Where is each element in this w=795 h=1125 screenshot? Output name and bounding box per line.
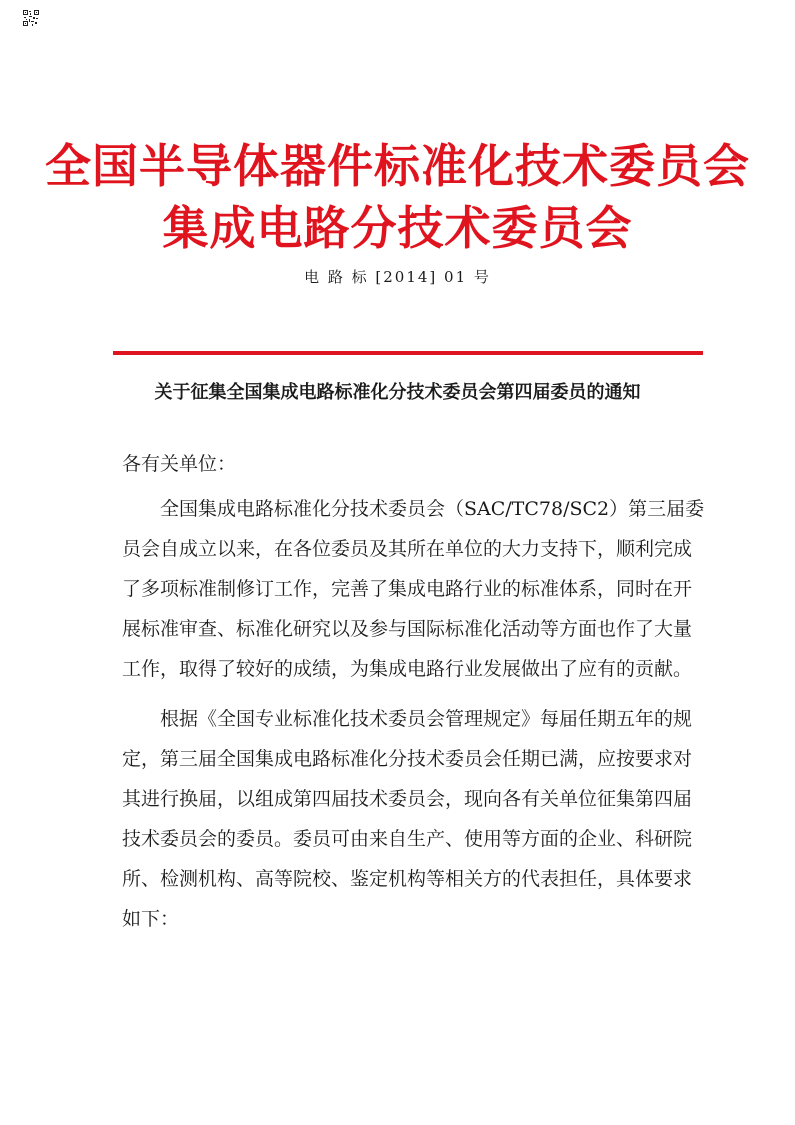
- issuing-organization-name: 全国半导体器件标准化技术委员会: [45, 139, 750, 193]
- text-line: 如下：: [122, 908, 180, 930]
- document-number: 电 路 标 [2014] 01 号: [304, 268, 491, 286]
- notice-body: [122, 489, 705, 939]
- paragraph: [122, 489, 705, 689]
- paragraph-gap: [122, 689, 682, 699]
- text-line: 所、检测机构、高等院校、鉴定机构等相关方的代表担任，具体要求: [122, 868, 693, 890]
- paragraph: [122, 699, 693, 939]
- text-line: 其进行换届，以组成第四届技术委员会，现向各有关单位征集第四届: [122, 788, 693, 810]
- text-line: 根据《全国专业标准化技术委员会管理规定》每届任期五年的规: [160, 708, 693, 730]
- text-line: 员会自成立以来，在各位委员及其所在单位的大力支持下，顺利完成: [122, 538, 693, 560]
- qr-code-icon: [23, 10, 39, 26]
- text-line: 了多项标准制修订工作，完善了集成电路行业的标准体系，同时在开: [122, 578, 693, 600]
- text-line: 技术委员会的委员。委员可由来自生产、使用等方面的企业、科研院: [122, 828, 693, 850]
- salutation: 各有关单位：: [122, 453, 237, 475]
- text-line: 工作，取得了较好的成绩，为集成电路行业发展做出了应有的贡献。: [122, 658, 693, 680]
- text-line: 展标准审查、标准化研究以及参与国际标准化活动等方面也作了大量: [122, 618, 693, 640]
- red-header-divider: [113, 351, 703, 355]
- notice-title: 关于征集全国集成电路标准化分技术委员会第四届委员的通知: [154, 382, 641, 403]
- text-line: 全国集成电路标准化分技术委员会（SAC/TC78/SC2）第三届委: [160, 498, 705, 520]
- issuing-subcommittee-name: 集成电路分技术委员会: [162, 201, 633, 255]
- text-line: 定，第三届全国集成电路标准化分技术委员会任期已满，应按要求对: [122, 748, 693, 770]
